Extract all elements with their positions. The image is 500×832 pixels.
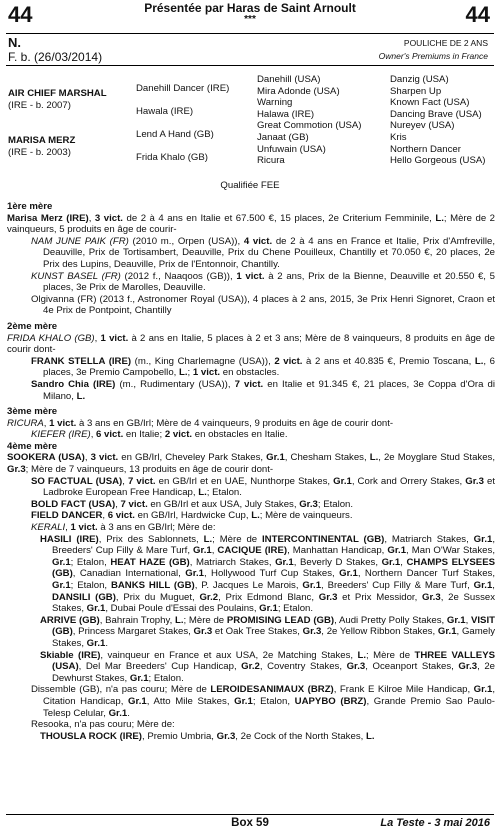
- mere4-grand-offspring: [31, 719, 495, 731]
- mere2-heading: 2ème mère: [7, 320, 58, 332]
- box-number: Box 59: [231, 817, 269, 829]
- highlight-run: 4 vict.: [243, 235, 273, 247]
- text-run: , P. Jacques Le Marois,: [194, 580, 303, 591]
- mere4-grand-offspring: [31, 684, 495, 719]
- text-run: ; Etalon.: [277, 603, 314, 615]
- text-run: en GB/Irl, Hardwicke Cup,: [134, 510, 252, 522]
- highlight-run: Gr.1: [128, 695, 147, 707]
- highlight-run: FRIDA KHALO (GB): [7, 332, 95, 344]
- highlight-run: L.: [474, 355, 484, 367]
- highlight-run: Skiable (IRE): [40, 649, 101, 661]
- text-run: en GB/Irl, Cheveley Park Stakes,: [118, 452, 267, 464]
- text-run: ; Mère de 7 vainqueurs, 13 produits en âge de courir dont-: [25, 464, 274, 476]
- text-run: Resooka: [31, 719, 69, 731]
- lot-number-left: 44: [8, 2, 33, 27]
- text-run: , Canadian International,: [72, 568, 186, 580]
- pedigree-ancestor: Sharpen Up: [390, 85, 442, 97]
- highlight-run: SO FACTUAL (USA): [31, 475, 123, 487]
- mere4-heading: 4ème mère: [7, 440, 58, 452]
- highlight-run: HEAT HAZE (GB): [110, 556, 190, 568]
- pedigree-gen2: Danehill Dancer (IRE): [136, 83, 230, 94]
- footer-rule: [6, 814, 494, 815]
- text-run: .: [127, 707, 130, 719]
- text-run: (2010 m., Orpen (USA)),: [128, 235, 244, 247]
- text-run: , Frank E Kilroe Mile Handicap,: [333, 684, 474, 696]
- text-run: Dissemble (GB): [31, 684, 100, 696]
- highlight-run: Gr.1: [333, 475, 352, 487]
- pedigree-gen2: Frida Khalo (GB): [136, 152, 208, 163]
- mere4-offspring: [31, 499, 495, 511]
- highlight-run: Gr.1: [381, 556, 401, 568]
- text-run: ; Mère de 2 vainqueurs, 5 produits en âge de courir-: [7, 212, 496, 236]
- highlight-run: Gr.1: [473, 580, 493, 591]
- text-run: , Matriarch Stakes,: [189, 556, 276, 568]
- pedigree-ancestor: Danehill (USA): [257, 74, 321, 85]
- text-run: , Hollywood Turf Cup Stakes,: [203, 568, 340, 580]
- highlight-run: RICURA: [7, 417, 44, 429]
- text-run: , Cork and Orrery Stakes,: [351, 475, 466, 487]
- text-run: ; Mère de: [212, 533, 263, 545]
- mere1-offspring: [31, 271, 495, 294]
- horse-category: POULICHE DE 2 ANS: [403, 38, 488, 48]
- text-run: ,: [43, 417, 50, 429]
- pedigree-ancestor: Unfuwain (USA): [257, 143, 326, 155]
- highlight-run: ARRIVE (GB): [40, 614, 100, 626]
- highlight-run: 1 vict.: [192, 367, 221, 379]
- header-rule: [6, 33, 494, 34]
- text-run: , Audi Pretty Polly Stakes,: [334, 614, 447, 626]
- mere2-dam: [7, 333, 495, 356]
- text-run: ; Mère de vainqueurs.: [259, 510, 353, 522]
- highlight-run: L.: [369, 452, 379, 464]
- text-run: en obstacles.: [220, 367, 280, 379]
- premium-program: Owner's Premiums in France: [378, 51, 488, 61]
- text-run: ,: [94, 332, 101, 344]
- highlight-run: 1 vict.: [49, 417, 77, 429]
- text-run: (2012 f., Naaqoos (GB)),: [120, 270, 237, 282]
- text-run: ,: [211, 545, 218, 557]
- highlight-run: 2 vict.: [164, 429, 193, 441]
- text-run: et Prix Messidor,: [337, 591, 423, 603]
- pedigree-ancestor: Kris: [390, 131, 407, 143]
- highlight-run: Gr.3: [422, 591, 441, 603]
- text-run: , Breeders' Cup Filly & Mare Turf,: [52, 533, 495, 557]
- mere3-dam: [7, 418, 495, 430]
- mere4-offspring: [31, 522, 495, 534]
- highlight-run: Gr.3: [458, 661, 478, 673]
- text-run: , vainqueur en France et aux USA, 2e Matching Stakes,: [100, 649, 358, 661]
- highlight-run: 1 vict.: [70, 522, 98, 534]
- highlight-run: Gr.1: [52, 556, 71, 568]
- mere4-offspring: [31, 510, 495, 522]
- text-run: ,: [90, 429, 97, 441]
- highlight-run: Gr.3: [346, 661, 366, 673]
- mere1-offspring: [31, 236, 495, 271]
- text-run: , Beverly D Stakes,: [293, 556, 382, 568]
- highlight-run: Gr.3: [193, 626, 213, 638]
- mere3-heading: 3ème mère: [7, 406, 58, 418]
- mere1-offspring: [31, 294, 495, 317]
- qualification: Qualifiée FEE: [220, 180, 280, 191]
- text-run: , Citation Handicap,: [43, 684, 495, 707]
- highlight-run: 6 vict.: [107, 510, 135, 522]
- pedigree-ancestor: Great Commotion (USA): [257, 120, 362, 132]
- highlight-run: 7 vict.: [120, 498, 148, 510]
- consignor-stars: ***: [244, 14, 256, 25]
- highlight-run: Gr.2: [241, 661, 260, 673]
- mere4-grand-offspring: [40, 650, 495, 685]
- text-run: ,: [115, 498, 121, 510]
- highlight-run: CHAMPS ELYSEES (GB): [52, 556, 495, 580]
- pedigree-ancestor: Danzig (USA): [390, 74, 449, 85]
- text-run: ; Etalon.: [148, 672, 184, 684]
- highlight-run: Gr.1: [52, 580, 71, 591]
- horse-identity: F. b. (26/03/2014): [8, 50, 103, 64]
- text-run: ; Etalon.: [206, 487, 242, 499]
- text-run: ,: [122, 475, 128, 487]
- highlight-run: Gr.1: [266, 452, 285, 464]
- highlight-run: Gr.1: [387, 545, 407, 557]
- highlight-run: UAPYBO (BRZ): [294, 695, 367, 707]
- text-run: , Princess Margaret Stakes,: [72, 626, 194, 638]
- text-run: , Grande Premio Sao Paulo-Telesp Celular,: [43, 695, 495, 719]
- text-run: , 6 places, 3e Premio Campobello,: [43, 355, 495, 379]
- text-run: ; Mère de: [366, 649, 415, 661]
- lot-number-right: 44: [465, 2, 490, 27]
- text-run: et Oak Tree Stakes,: [212, 626, 303, 638]
- highlight-run: Sandro Chia (IRE): [31, 378, 116, 390]
- text-run: (m., King Charlemagne (USA)),: [131, 355, 275, 367]
- text-run: , Breeders' Cup Filly & Mare Turf,: [321, 580, 474, 591]
- highlight-run: Gr.1: [193, 545, 212, 557]
- text-run: à 2 ans en Italie, 5 places à 2 et 3 ans; Mère de 8 vainqueurs, 8 produits en âge de courir dont-: [7, 332, 496, 356]
- text-run: , Prix Edmond Blanc,: [218, 591, 319, 603]
- highlight-run: 1 vict.: [100, 332, 129, 344]
- text-run: en GB/Irl et aux USA, July Stakes,: [147, 498, 300, 510]
- text-run: .: [105, 637, 109, 649]
- highlight-run: Gr.1: [108, 707, 128, 719]
- highlight-run: THREE VALLEYS (USA): [52, 649, 495, 673]
- highlight-run: Gr.1: [473, 533, 493, 545]
- text-run: , Manhattan Handicap,: [287, 545, 388, 557]
- highlight-run: L.: [76, 390, 86, 402]
- text-run: , Dubai Poule d'Essai des Poulains,: [105, 603, 260, 615]
- text-run: et Ladbroke European Free Handicap,: [43, 475, 496, 499]
- highlight-run: CACIQUE (IRE): [217, 545, 288, 557]
- text-run: à 2 ans et 40.835 €, Premio Toscana,: [302, 355, 475, 367]
- text-run: , Del Mar Breeders' Cup Handicap,: [78, 661, 242, 673]
- text-run: ;: [187, 367, 193, 379]
- highlight-run: Gr.1: [275, 556, 294, 568]
- highlight-run: L.: [435, 212, 444, 224]
- highlight-run: Gr.1: [86, 637, 106, 649]
- text-run: , Chesham Stakes,: [284, 452, 370, 464]
- horse-name: N.: [8, 35, 21, 50]
- highlight-run: L.: [203, 533, 213, 545]
- highlight-run: Gr.1: [446, 614, 466, 626]
- highlight-run: Gr.1: [302, 580, 322, 591]
- highlight-run: Gr.1: [339, 568, 358, 580]
- text-run: , 2e Yellow Ribbon Stakes,: [321, 626, 438, 638]
- mere4-grand-offspring: [40, 615, 495, 650]
- mere3-offspring: [31, 429, 495, 441]
- highlight-run: HASILI (IRE): [40, 533, 99, 545]
- highlight-run: Gr.3: [7, 464, 26, 476]
- pedigree-ancestor: Hello Gorgeous (USA): [390, 155, 486, 167]
- highlight-run: KERALI: [31, 522, 66, 534]
- highlight-run: FIELD DANCER: [31, 510, 103, 522]
- highlight-run: Gr.1: [473, 684, 493, 696]
- text-run: en Italie;: [123, 429, 165, 441]
- sire-name: AIR CHIEF MARSHAL: [8, 88, 107, 99]
- pedigree-ancestor: Mira Adonde (USA): [257, 85, 340, 97]
- mere1-dam: [7, 213, 495, 236]
- pedigree-ancestor: Janaat (GB): [257, 131, 309, 143]
- text-run: ; Etalon,: [70, 556, 111, 568]
- pedigree-top-rule: [6, 65, 494, 66]
- pedigree-gen2: Lend A Hand (GB): [136, 129, 214, 140]
- text-run: (m., Rudimentary (USA)),: [115, 378, 235, 390]
- pedigree-ancestor: Warning: [257, 97, 293, 109]
- pedigree-gen3-b: [390, 74, 485, 167]
- pedigree-gen3-a: [257, 74, 362, 167]
- text-run: , Coventry Stakes,: [259, 661, 347, 673]
- highlight-run: L.: [174, 614, 184, 626]
- text-run: , Matriarch Stakes,: [384, 533, 474, 545]
- pedigree-gen2: Hawala (IRE): [136, 106, 194, 117]
- text-run: , n'a pas couru; Mère de: [99, 684, 211, 696]
- highlight-run: BANKS HILL (GB): [110, 580, 195, 591]
- text-run: , Atto Mile Stakes,: [146, 695, 235, 707]
- highlight-run: Gr.3: [465, 475, 484, 487]
- highlight-run: INTERCONTINENTAL (GB): [262, 533, 385, 545]
- highlight-run: Gr.1: [185, 568, 204, 580]
- highlight-run: 2 vict.: [274, 355, 303, 367]
- highlight-run: 6 vict.: [96, 429, 124, 441]
- mere2-offspring: [31, 379, 495, 402]
- highlight-run: Gr.1: [129, 672, 149, 684]
- mere1-heading: 1ère mère: [7, 201, 53, 212]
- text-run: , Premio Umbria,: [141, 730, 217, 742]
- text-run: ,: [465, 614, 471, 626]
- text-run: ; Mère de: [183, 614, 227, 626]
- sire-info: (IRE - b. 2007): [8, 100, 71, 111]
- highlight-run: Gr.3: [299, 498, 318, 510]
- text-run: Olgivanna (FR): [31, 293, 97, 305]
- highlight-run: Marisa Merz (IRE): [7, 212, 89, 224]
- text-run: , 2e Moyglare Stud Stakes,: [378, 452, 495, 464]
- highlight-run: Gr.2: [199, 591, 219, 603]
- text-run: ,: [102, 510, 108, 522]
- text-run: , 2e Dewhurst Stakes,: [52, 661, 495, 684]
- text-run: , Man O'War Stakes,: [406, 545, 495, 557]
- highlight-run: SOOKERA (USA): [7, 452, 85, 464]
- text-run: à 3 ans en GB/Irl; Mère de:: [97, 522, 216, 534]
- text-run: ,: [492, 580, 495, 591]
- highlight-run: L.: [251, 510, 260, 522]
- text-run: ,: [84, 452, 91, 464]
- text-run: , Prix du Muguet,: [115, 591, 200, 603]
- text-run: , 2e Sussex Stakes,: [52, 591, 495, 615]
- text-run: en obstacles en Italie.: [192, 429, 288, 441]
- highlight-run: KIEFER (IRE): [31, 429, 91, 441]
- highlight-run: VISIT (GB): [52, 614, 495, 638]
- highlight-run: FRANK STELLA (IRE): [31, 355, 132, 367]
- text-run: , Prix des Sablonnets,: [98, 533, 204, 545]
- mere2-offspring: [31, 356, 495, 379]
- highlight-run: 7 vict.: [127, 475, 156, 487]
- highlight-run: 3 vict.: [90, 452, 119, 464]
- dam-name: MARISA MERZ: [8, 135, 76, 146]
- highlight-run: DANSILI (GB): [52, 591, 116, 603]
- text-run: (2013 f., Astronomer Royal (USA)), 4 places à 2 ans, 2015, 3e Prix Henri Signoret, Craon et 4e Prix de Pontpoint, Chantilly: [43, 293, 495, 317]
- text-run: , Bahrain Trophy,: [99, 614, 175, 626]
- mere4-dam: [7, 452, 495, 475]
- highlight-run: L.: [365, 730, 375, 742]
- text-run: en Italie et 91.345 €, 21 places, 3e Coppa d'Ora di Milano,: [43, 378, 496, 402]
- highlight-run: PROMISING LEAD (GB): [226, 614, 335, 626]
- mere4-great-grand-offspring: [40, 731, 495, 743]
- highlight-run: LEROIDESANIMAUX (BRZ): [210, 684, 334, 696]
- dam-info: (IRE - b. 2003): [8, 147, 71, 158]
- text-run: , Northern Dancer Turf Stakes,: [357, 568, 495, 580]
- mere4-grand-offspring: [40, 534, 495, 615]
- pedigree-ancestor: Nureyev (USA): [390, 120, 455, 132]
- text-run: , Oceanport Stakes,: [365, 661, 459, 673]
- highlight-run: Gr.3: [302, 626, 322, 638]
- highlight-run: KUNST BASEL (FR): [31, 270, 121, 282]
- highlight-run: BOLD FACT (USA): [31, 498, 116, 510]
- highlight-run: 7 vict.: [234, 378, 264, 390]
- highlight-run: L.: [198, 487, 207, 499]
- text-run: de 2 à 4 ans en France et Italie, Prix d'Amfreville, Deauville, Prix de Tortisambert, Deauville, Prix du Chene Pouilleux, Chantilly et 70.050 €, 20 places, 2e Prix des Lupins, Deauville, Prix de l'Entonnoir, Chantilly.: [43, 235, 495, 270]
- sale-place-date: La Teste - 3 mai 2016: [380, 817, 490, 829]
- text-run: , n'a pas couru; Mère de:: [68, 719, 175, 731]
- highlight-run: 3 vict.: [94, 212, 123, 224]
- mere4-offspring: [31, 476, 495, 499]
- text-run: , 2e Cock of the North Stakes,: [235, 730, 366, 742]
- text-run: , Gamely Stakes,: [52, 626, 495, 649]
- text-run: ; Etalon.: [317, 498, 354, 510]
- pedigree-ancestor: Dancing Brave (USA): [390, 108, 482, 120]
- pedigree-ancestor: Halawa (IRE): [257, 108, 315, 120]
- text-run: à 3 ans en GB/Irl; Mère de 4 vainqueurs, 9 produits en âge de courir dont-: [76, 417, 394, 429]
- text-run: en GB/Irl et en UAE, Nunthorpe Stakes,: [155, 475, 334, 487]
- highlight-run: 1 vict.: [236, 270, 265, 282]
- consignor-name: Présentée par Haras de Saint Arnoult: [144, 1, 356, 15]
- text-run: à 2 ans, Prix de la Bienne, Deauville et 20.550 €, 5 places, 3e Prix de Marolles, Deauville.: [43, 270, 496, 294]
- highlight-run: L.: [178, 367, 188, 379]
- pedigree-ancestor: Northern Dancer: [390, 143, 461, 155]
- family-section: [7, 201, 495, 742]
- highlight-run: Gr.1: [259, 603, 278, 615]
- highlight-run: THOUSLA ROCK (IRE): [40, 730, 142, 742]
- consignor-title: [0, 2, 500, 25]
- highlight-run: Gr.3: [318, 591, 338, 603]
- text-run: ; Etalon,: [70, 580, 111, 591]
- pedigree-ancestor: Known Fact (USA): [390, 97, 470, 109]
- text-run: ,: [65, 522, 71, 534]
- text-run: de 2 à 4 ans en Italie et 67.500 €, 15 places, 2e Criterium Femminile,: [122, 212, 436, 224]
- highlight-run: L.: [357, 649, 367, 661]
- text-run: ,: [88, 212, 95, 224]
- highlight-run: Gr.1: [86, 603, 106, 615]
- text-run: ,: [400, 556, 407, 568]
- highlight-run: Gr.1: [437, 626, 457, 638]
- highlight-run: Gr.3: [216, 730, 236, 742]
- pedigree-ancestor: Ricura: [257, 155, 285, 167]
- highlight-run: NAM JUNE PAIK (FR): [31, 235, 129, 247]
- highlight-run: Gr.1: [234, 695, 253, 707]
- text-run: ; Etalon,: [252, 695, 295, 707]
